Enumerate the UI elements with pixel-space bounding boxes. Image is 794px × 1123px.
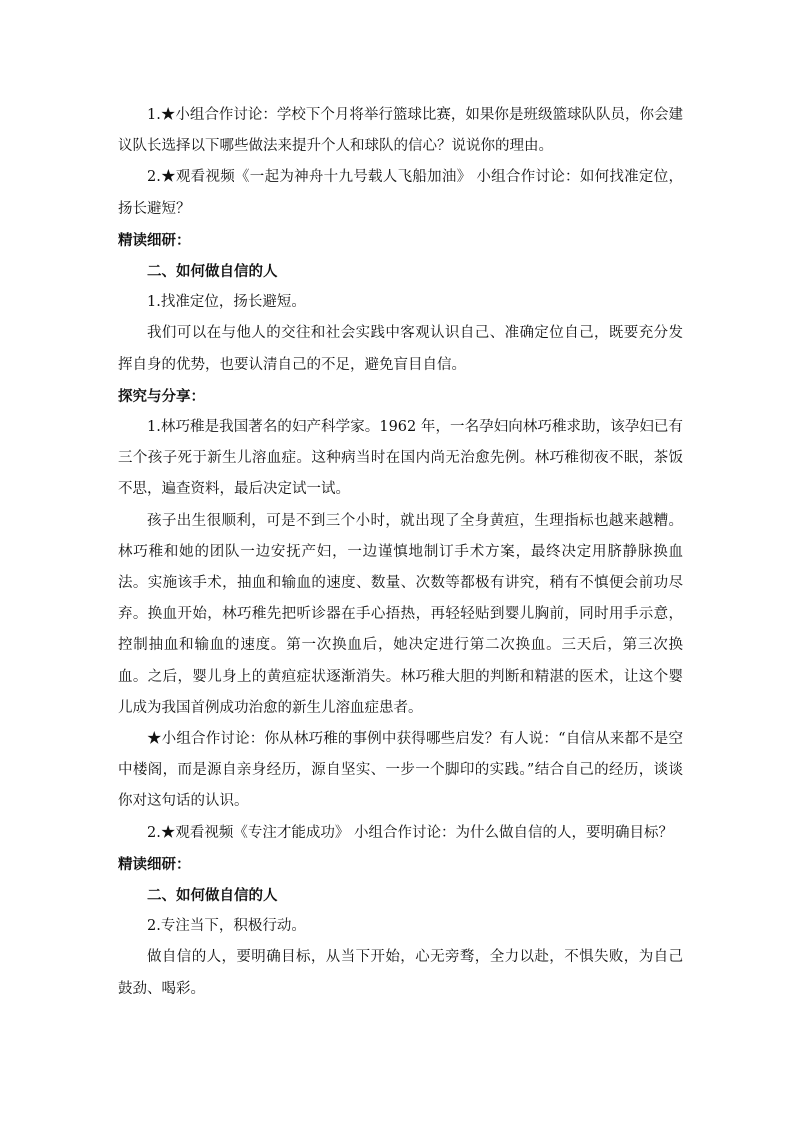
section-title-2: 二、如何做自信的人 [147,887,278,905]
video-discussion-shenzhou: 2.★观看视频《一起为神舟十九号载人飞船加油》 小组合作讨论：如何找准定位，扬长避短？ [118,169,683,217]
lin-qiaozhi-story-2: 孩子出生很顺利，可是不到三个小时，就出现了全身黄疸，生理指标也越来越糟。林巧稚和她的团队一边安抚产妇，一边谨慎地制订手术方案，最终决定用脐静脉换血法。实施该手术，抽血和输血的速度、数量、次数等都极有讲究，稍有不慎便会前功尽弃。换血开始，林巧稚先把听诊器在手心捂热，再轻轻贴到婴儿胸前，同时用手示意，控制抽血和输血的速度。第一次换血后，她决定进行第二次换血。三天后，第三次换血。之后，婴儿身上的黄疸症状逐渐消失。林巧稚大胆的判断和精湛的医术，让这个婴儿成为我国首例成功治愈的新生儿溶血症患者。 [118,512,683,716]
discussion-lin-qiaozhi: ★小组合作讨论：你从林巧稚的事例中获得哪些启发？有人说：“自信从来都不是空中楼阁，而是源自亲身经历，源自坚实、一步一个脚印的实践。”结合自己的经历，谈谈你对这句话的认识。 [118,731,683,810]
section-title-1: 二、如何做自信的人 [147,263,278,281]
heading-close-reading-2: 精读细研： [118,855,191,873]
document-content [118,100,683,1005]
heading-explore-share: 探究与分享： [118,387,205,405]
heading-close-reading-1: 精读细研： [118,231,191,249]
positioning-explanation: 我们可以在与他人的交往和社会实践中客观认识自己、准确定位自己，既要充分发挥自身的优势，也要认清自己的不足，避免盲目自信。 [118,325,683,373]
focus-explanation: 做自信的人，要明确目标，从当下开始，心无旁骛，全力以赴，不惧失败，为自己鼓劲、喝彩。 [118,949,683,997]
video-discussion-focus: 2.★观看视频《专注才能成功》 小组合作讨论：为什么做自信的人，要明确目标？ [147,824,673,841]
point-positioning: 1.找准定位，扬长避短。 [147,294,306,311]
point-focus-action: 2.专注当下，积极行动。 [147,918,306,935]
discussion-basketball: 1.★小组合作讨论：学校下个月将举行篮球比赛，如果你是班级篮球队队员，你会建议队长选择以下哪些做法来提升个人和球队的信心？说说你的理由。 [118,107,683,155]
lin-qiaozhi-story-1: 1.林巧稚是我国著名的妇产科学家。1962 年，一名孕妇向林巧稚求助，该孕妇已有三个孩子死于新生儿溶血症。这种病当时在国内尚无治愈先例。林巧稚彻夜不眠，茶饭不思，遍查资料，最后决定试一试。 [118,419,683,498]
